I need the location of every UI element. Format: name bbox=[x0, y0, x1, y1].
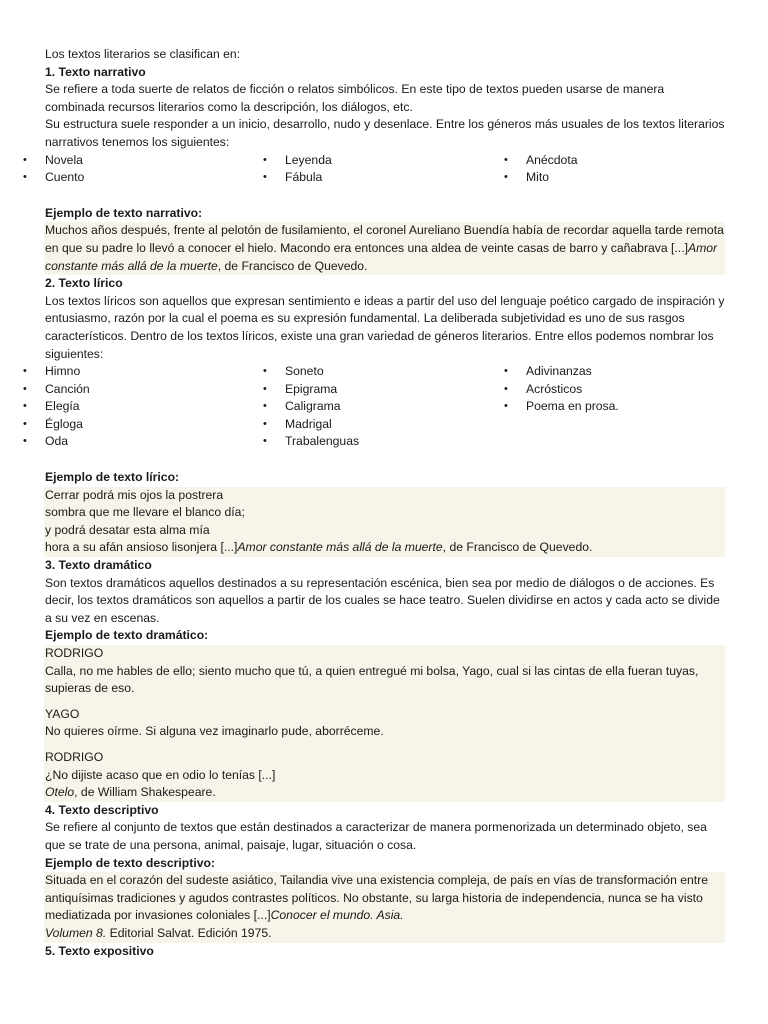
descriptive-example-quote bbox=[44, 872, 725, 942]
speaker-name: RODRIGO bbox=[45, 646, 104, 660]
list-item: • Soneto bbox=[285, 363, 526, 381]
narrative-example-heading: Ejemplo de texto narrativo: bbox=[45, 205, 203, 220]
descriptive-example-text: Situada en el corazón del sudeste asiático, Tailandia vive una existencia compleja, de país en vías de transformación entre antiquísimas tradiciones y agudos contrastes políticos. No obstante, su larga historia de independencia, nunca se ha visto mediatizada por invasiones coloniales [...] bbox=[45, 873, 709, 923]
poem-line: Cerrar podrá mis ojos la postrera bbox=[45, 487, 224, 502]
speaker-name: RODRIGO bbox=[45, 749, 104, 764]
lyric-heading: 2. Texto lírico bbox=[45, 276, 123, 291]
poem-line: y podrá desatar esta alma mía bbox=[45, 522, 210, 537]
list-item: • Adivinanzas bbox=[526, 363, 726, 381]
lyric-genres-list bbox=[45, 363, 725, 451]
dramatic-source-author: , de William Shakespeare. bbox=[74, 785, 216, 800]
list-item: • Epigrama bbox=[285, 381, 526, 399]
list-item: • Cuento bbox=[45, 169, 285, 187]
list-item: • Novela bbox=[45, 152, 285, 170]
list-item: • Fábula bbox=[285, 169, 526, 187]
expository-heading: 5. Texto expositivo bbox=[45, 943, 154, 958]
list-item: • Canción bbox=[45, 381, 285, 399]
list-item: • Mito bbox=[526, 169, 726, 187]
poem-line: sombra que me llevare el blanco día; bbox=[45, 505, 245, 520]
narrative-example-title: Amor constante más allá de la muerte bbox=[45, 240, 718, 273]
list-item: • Poema en prosa. bbox=[526, 398, 726, 416]
dramatic-heading: 3. Texto dramático bbox=[45, 558, 152, 573]
descriptive-example-title: Conocer el mundo. Asia. bbox=[270, 908, 404, 923]
list-item: • Acrósticos bbox=[526, 381, 726, 399]
list-item: • Madrigal bbox=[285, 416, 526, 434]
poem-line: hora a su afán ansioso lisonjera [...] bbox=[45, 540, 238, 555]
speaker-name: YAGO bbox=[45, 706, 80, 721]
descriptive-heading: 4. Texto descriptivo bbox=[45, 802, 159, 817]
lyric-paragraph-1: Los textos líricos son aquellos que expresan sentimiento e ideas a partir del uso del lenguaje poético cargado de inspiración y entusiasmo, razón por la cual el poema es su expresión fundamental. La deliberada subjetividad es uno de sus rasgos característicos. Dentro de los textos líricos, existe una gran variedad de géneros literarios. Entre ellos podemos nombrar los siguientes: bbox=[45, 293, 725, 361]
descriptive-paragraph-1: Se refiere al conjunto de textos que están destinados a caracterizar de manera pormenorizada un determinado objeto, sea que se trate de una persona, animal, paisaje, lugar, situación o cosa. bbox=[45, 820, 707, 852]
narrative-heading: 1. Texto narrativo bbox=[45, 64, 146, 79]
narrative-example-author: , de Francisco de Quevedo. bbox=[217, 258, 368, 273]
descriptive-publisher: Editorial Salvat. Edición 1975. bbox=[106, 925, 272, 940]
dialogue-line: Calla, no me hables de ello; siento mucho que tú, a quien entregué mi bolsa, Yago, cual si las cintas de ella fueran tuyas, supieras de eso. bbox=[45, 663, 699, 696]
list-item: • Himno bbox=[45, 363, 285, 381]
lyric-example-author: , de Francisco de Quevedo. bbox=[442, 540, 593, 555]
dialogue-line: No quieres oírme. Si alguna vez imaginarlo pude, aborréceme. bbox=[45, 724, 384, 739]
lyric-example-quote bbox=[44, 487, 725, 557]
narrative-example-text: Muchos años después, frente al pelotón de fusilamiento, el coronel Aureliano Buendía había de recordar aquella tarde remota en que su padre lo llevó a conocer el hielo. Macondo era entonces una aldea de veinte casas de barro y cañabrava [...] bbox=[45, 223, 724, 255]
list-item: • Anécdota bbox=[526, 152, 726, 170]
list-item: • Égloga bbox=[45, 416, 285, 434]
list-item: • Leyenda bbox=[285, 152, 526, 170]
dramatic-example-quote bbox=[44, 645, 725, 802]
narrative-genres-list bbox=[45, 152, 725, 187]
dramatic-example-heading: Ejemplo de texto dramático: bbox=[45, 628, 209, 643]
dialogue-line: ¿No dijiste acaso que en odio lo tenías [...] bbox=[45, 767, 276, 782]
narrative-paragraph-1: Se refiere a toda suerte de relatos de ficción o relatos simbólicos. En este tipo de textos pueden usarse de manera combinada recursos literarios como la descripción, los diálogos, etc. bbox=[45, 82, 665, 114]
lyric-example-title: Amor constante más allá de la muerte bbox=[237, 540, 443, 555]
intro-text: Los textos literarios se clasifican en: bbox=[45, 47, 241, 61]
narrative-paragraph-2: Su estructura suele responder a un inicio, desarrollo, nudo y desenlace. Entre los géneros más usuales de los textos literarios narrativos tenemos los siguientes: bbox=[45, 117, 725, 149]
descriptive-source bbox=[45, 925, 725, 943]
dramatic-source bbox=[45, 784, 725, 802]
poem-line-last bbox=[45, 539, 725, 557]
list-item: • Oda bbox=[45, 433, 285, 451]
descriptive-volume: Volumen 8. bbox=[45, 925, 107, 940]
list-item: • Trabalenguas bbox=[285, 433, 526, 451]
document-content bbox=[45, 46, 725, 960]
list-item: • Caligrama bbox=[285, 398, 526, 416]
narrative-example-quote bbox=[44, 222, 725, 275]
descriptive-example-heading: Ejemplo de texto descriptivo: bbox=[45, 855, 215, 870]
list-item: • Elegía bbox=[45, 398, 285, 416]
dramatic-paragraph-1: Son textos dramáticos aquellos destinados a su representación escénica, bien sea por medio de diálogos o de acciones. Es decir, los textos dramáticos son aquellos a partir de los cuales se hace teatro. Suelen dividirse en actos y cada acto se divide a su vez en escenas. bbox=[45, 575, 720, 625]
lyric-example-heading: Ejemplo de texto lírico: bbox=[45, 470, 180, 485]
dramatic-source-title: Otelo bbox=[45, 785, 75, 800]
